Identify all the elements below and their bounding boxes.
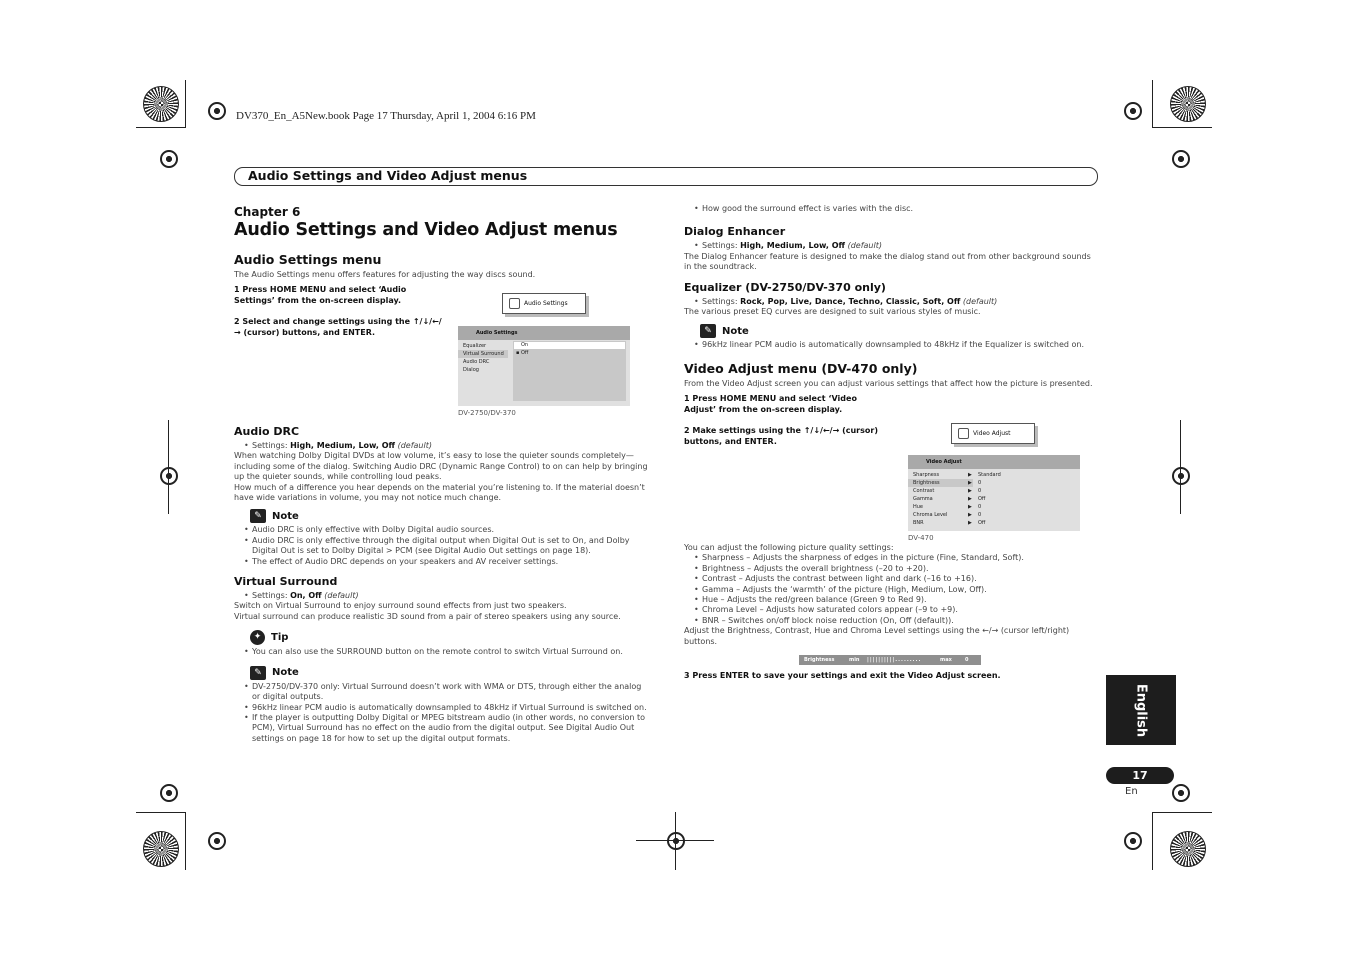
audio-drc-p2: How much of a difference you hear depends on the material you’re listening to. If the material doesn’t have wide variations in volume, you may not notice much change. xyxy=(234,482,645,503)
audio-step-2: 2 Select and change settings using the ↑/↓/←/→ (cursor) buttons, and ENTER. xyxy=(234,317,442,338)
audio-settings-intro: The Audio Settings menu offers features for adjusting the way discs sound. xyxy=(234,270,536,279)
registration-mark xyxy=(1172,467,1190,485)
audio-settings-menu-item xyxy=(502,293,586,314)
video-setting-item: • Sharpness – Adjusts the sharpness of edges in the picture (Fine, Standard, Soft). xyxy=(684,553,1098,563)
audio-settings-osd xyxy=(458,326,630,406)
equalizer-settings: • Settings: Rock, Pop, Live, Dance, Techno, Classic, Soft, Off (default) xyxy=(684,297,1098,307)
brightness-bar-min: min xyxy=(849,657,860,663)
header-title: Audio Settings and Video Adjust menus xyxy=(248,168,528,183)
brightness-bar xyxy=(799,655,981,665)
registration-mark xyxy=(160,784,178,802)
virtual-surround-heading: Virtual Surround xyxy=(234,575,338,589)
video-osd-rows xyxy=(908,469,1080,527)
audio-drc-note: ✎ Note xyxy=(234,509,650,523)
osd-title: Video Adjust xyxy=(908,455,1080,469)
virtual-surround-settings: • Settings: On, Off (default) xyxy=(234,591,650,601)
registration-mark xyxy=(160,150,178,168)
registration-mark xyxy=(208,102,226,120)
registration-mark xyxy=(1124,832,1142,850)
equalizer-note-1: • 96kHz linear PCM audio is automatically downsampled to 48kHz if the Equalizer is switched on. xyxy=(684,340,1098,350)
registration-burst-bottom-left xyxy=(143,831,179,867)
audio-settings-heading: Audio Settings menu xyxy=(234,252,382,267)
equalizer-p1: The various preset EQ curves are designed to suit various styles of music. xyxy=(684,307,981,317)
equalizer-note: ✎ Note xyxy=(684,324,1098,338)
osd-item: Equalizer xyxy=(463,343,487,349)
osd-value-on: On xyxy=(514,342,625,349)
audio-drc-note-3: • The effect of Audio DRC depends on your speakers and AV receiver settings. xyxy=(234,557,650,567)
osd-arrow-icon: ▶ xyxy=(968,472,972,478)
virtual-surround-p1: Switch on Virtual Surround to enjoy surround sound effects from just two speakers. xyxy=(234,601,567,611)
display-icon xyxy=(958,428,969,439)
video-osd-caption: DV-470 xyxy=(908,534,934,542)
osd-row-label: Sharpness xyxy=(913,472,940,478)
crop-line xyxy=(1152,80,1153,128)
virtual-surround-note-1: • DV-2750/DV-370 only: Virtual Surround doesn’t work with WMA or DTS, through either the analog or digital outputs. xyxy=(234,682,650,703)
osd-row-value: Off xyxy=(978,520,986,526)
chapter-label: Chapter 6 xyxy=(234,205,301,219)
video-step-2: 2 Make settings using the ↑/↓/←/→ (cursor) buttons, and ENTER. xyxy=(684,426,878,447)
registration-burst-bottom-right xyxy=(1170,831,1206,867)
video-adjust-menu-item xyxy=(951,423,1035,444)
audio-drc-note-1: • Audio DRC is only effective with Dolby Digital audio sources. xyxy=(234,525,650,535)
osd-row xyxy=(908,479,982,487)
crop-line xyxy=(185,812,186,870)
video-adjust-menu-label: Video Adjust xyxy=(973,430,1011,437)
registration-burst-top-right xyxy=(1170,86,1206,122)
audio-drc-p1: When watching Dolby Digital DVDs at low volume, it’s easy to lose the quieter sounds completely—including some of the dialog. Switching Audio DRC (Dynamic Range Control) to on can help by bringing up the quieter sounds, while controlling loud peaks. xyxy=(234,451,648,482)
osd-item: Virtual Surround xyxy=(458,350,508,358)
video-step-1: 1 Press HOME MENU and select ‘Video Adjust’ from the on-screen display. xyxy=(684,394,857,415)
virtual-surround-note-2: • 96kHz linear PCM audio is automatically downsampled to 48kHz if Virtual Surround is switched on. xyxy=(234,703,650,713)
video-setting-item: • Contrast – Adjusts the contrast between light and dark (–16 to +16). xyxy=(684,574,1098,584)
osd-row-label: Contrast xyxy=(913,488,935,494)
crop-line xyxy=(136,127,186,128)
osd-row-label: Hue xyxy=(913,504,924,510)
video-setting-item: • BNR – Switches on/off block noise reduction (On, Off (default)). xyxy=(684,616,1098,626)
audio-osd-caption: DV-2750/DV-370 xyxy=(458,409,516,417)
note-icon: ✎ xyxy=(250,509,266,523)
crop-line xyxy=(136,812,186,813)
video-adjust-list xyxy=(684,543,1098,647)
right-column xyxy=(684,204,1098,447)
print-header: DV370_En_A5New.book Page 17 Thursday, April 1, 2004 6:16 PM xyxy=(236,110,536,122)
page-language: En xyxy=(1125,786,1138,797)
brightness-bar-scale: ||||||||||......... xyxy=(867,657,922,663)
surround-effect-bullet: • How good the surround effect is varies with the disc. xyxy=(684,204,1098,214)
registration-burst-top-left xyxy=(143,86,179,122)
video-setting-item: • Hue – Adjusts the red/green balance (Green 9 to Red 9). xyxy=(684,595,1098,605)
registration-mark xyxy=(1124,102,1142,120)
osd-title: Audio Settings xyxy=(458,326,630,340)
osd-row-value: 0 xyxy=(978,512,982,518)
virtual-surround-p2: Virtual surround can produce realistic 3D sound from a pair of stereo speakers using any source. xyxy=(234,611,621,621)
audio-drc-settings: • Settings: High, Medium, Low, Off (default) xyxy=(234,441,650,451)
speaker-icon xyxy=(509,298,520,309)
brightness-bar-max: max xyxy=(940,657,952,663)
video-setting-item: • Brightness – Adjusts the overall brightness (–20 to +20). xyxy=(684,564,1098,574)
osd-row-label: Gamma xyxy=(913,496,933,502)
osd-arrow-icon: ▶ xyxy=(968,480,972,486)
osd-row xyxy=(908,471,1080,479)
osd-row-label: BNR xyxy=(913,520,924,526)
left-column xyxy=(234,204,650,338)
osd-row-value: Standard xyxy=(978,472,1001,478)
osd-row-value: 0 xyxy=(978,488,982,494)
crop-line xyxy=(675,812,676,870)
video-adjust-heading: Video Adjust menu (DV-470 only) xyxy=(684,360,918,376)
note-icon: ✎ xyxy=(700,324,716,338)
equalizer-heading: Equalizer (DV-2750/DV-370 only) xyxy=(684,280,886,294)
left-column-lower xyxy=(234,425,650,744)
registration-mark xyxy=(1172,784,1190,802)
audio-settings-menu-label: Audio Settings xyxy=(524,300,568,307)
osd-row xyxy=(908,495,1080,503)
osd-row-value: 0 xyxy=(978,480,982,486)
dialog-enhancer-p1: The Dialog Enhancer feature is designed to make the dialog stand out from other background sounds in the soundtrack. xyxy=(684,251,1091,272)
video-adjust-osd xyxy=(908,455,1080,531)
osd-value-off: ▪ Off xyxy=(516,350,529,356)
registration-mark xyxy=(160,467,178,485)
osd-arrow-icon: ▶ xyxy=(968,512,972,518)
registration-mark xyxy=(667,832,685,850)
audio-drc-note-2: • Audio DRC is only effective through the digital output when Digital Out is set to On, and Dolby Digital Out is set to Dolby Digital > PCM (see Digital Audio Out settings on page 18). xyxy=(234,536,650,557)
osd-row-value: Off xyxy=(978,496,986,502)
video-list-intro: You can adjust the following picture quality settings: xyxy=(684,543,894,552)
lightbulb-icon: ✦ xyxy=(250,630,265,645)
virtual-surround-note: ✎ Note xyxy=(234,666,650,680)
crop-line xyxy=(168,420,169,514)
virtual-surround-note-3: • If the player is outputting Dolby Digital or MPEG bitstream audio (in other words, no conversion to PCM), Virtual Surround has no effect on the audio from the digital output. See Digital Audio Out settings on page 18 for how to set up the digital output formats. xyxy=(234,713,650,744)
crop-line xyxy=(1152,127,1212,128)
video-items xyxy=(684,553,1098,626)
osd-row xyxy=(908,487,1080,495)
video-setting-item: • Gamma – Adjusts the ‘warmth’ of the picture (High, Medium, Low, Off). xyxy=(684,585,1098,595)
osd-row xyxy=(908,519,1080,527)
osd-row xyxy=(908,503,1080,511)
crop-line xyxy=(1180,420,1181,514)
page-title: Audio Settings and Video Adjust menus xyxy=(234,220,618,240)
virtual-surround-tip-1: • You can also use the SURROUND button on the remote control to switch Virtual Surround on. xyxy=(234,647,650,657)
page-number: 17 xyxy=(1106,767,1174,784)
dialog-enhancer-heading: Dialog Enhancer xyxy=(684,225,786,239)
video-step-3: 3 Press ENTER to save your settings and exit the Video Adjust screen. xyxy=(684,671,1001,680)
registration-mark xyxy=(208,832,226,850)
osd-arrow-icon: ▶ xyxy=(968,496,972,502)
registration-mark xyxy=(1172,150,1190,168)
brightness-bar-label: Brightness xyxy=(804,657,835,663)
osd-arrow-icon: ▶ xyxy=(968,504,972,510)
language-tab-label: English xyxy=(1133,683,1149,738)
osd-row-label: Brightness xyxy=(913,480,940,486)
language-tab xyxy=(1106,675,1176,745)
dialog-enhancer-settings: • Settings: High, Medium, Low, Off (default) xyxy=(684,241,1098,251)
osd-item: Audio DRC xyxy=(463,359,490,365)
osd-row xyxy=(908,511,1080,519)
osd-item: Dialog xyxy=(463,367,479,373)
audio-drc-heading: Audio DRC xyxy=(234,425,300,438)
crop-line xyxy=(185,80,186,128)
osd-value-panel xyxy=(513,341,626,401)
note-icon: ✎ xyxy=(250,666,266,680)
osd-arrow-icon: ▶ xyxy=(968,520,972,526)
osd-row-value: 0 xyxy=(978,504,982,510)
video-adjust-intro: From the Video Adjust screen you can adjust various settings that affect how the picture is presented. xyxy=(684,378,1093,388)
video-adjust-instructions: Adjust the Brightness, Contrast, Hue and Chroma Level settings using the ←/→ (cursor left/right) buttons. xyxy=(684,626,1070,646)
crop-line xyxy=(1152,812,1153,870)
brightness-bar-value: 0 xyxy=(965,657,969,663)
crop-line xyxy=(1152,812,1212,813)
video-setting-item: • Chroma Level – Adjusts how saturated colors appear (–9 to +9). xyxy=(684,605,1098,615)
osd-row-label: Chroma Level xyxy=(913,512,948,518)
osd-arrow-icon: ▶ xyxy=(968,488,972,494)
virtual-surround-tip: ✦ Tip xyxy=(234,630,650,645)
crop-line xyxy=(636,840,714,841)
audio-step-1: 1 Press HOME MENU and select ‘Audio Settings’ from the on-screen display. xyxy=(234,285,407,306)
